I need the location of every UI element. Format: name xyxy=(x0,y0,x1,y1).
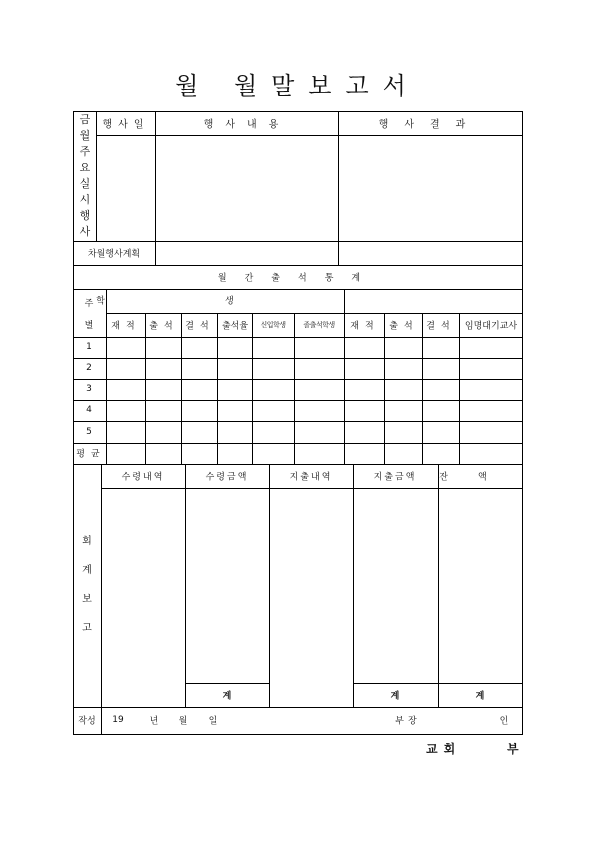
divider xyxy=(106,313,523,314)
divider xyxy=(96,135,523,136)
page-title: 월 월말보고서 xyxy=(175,72,420,100)
divider xyxy=(422,313,423,464)
week-number: 4 xyxy=(86,405,92,415)
event-date-header: 행사일 xyxy=(102,119,150,131)
church-label: 교회 xyxy=(426,742,462,756)
next-month-plan-label: 차월행사계획 xyxy=(87,249,141,260)
att-header: 신입학생 xyxy=(260,321,286,329)
divider xyxy=(344,289,345,464)
total-label: 계 xyxy=(222,691,232,702)
week-number: 1 xyxy=(86,342,92,352)
att-header: 졸출석학생 xyxy=(303,321,335,329)
att-header: 임명대기교사 xyxy=(464,321,518,332)
att-header: 재적 xyxy=(350,321,380,332)
average-label: 평균 xyxy=(76,449,106,460)
divider xyxy=(73,358,523,359)
att-header: 출석 xyxy=(149,321,179,332)
manager-label: 부장 xyxy=(395,716,421,727)
divider xyxy=(185,464,186,707)
divider xyxy=(185,683,269,684)
week-number: 2 xyxy=(86,363,92,373)
divider xyxy=(73,707,523,708)
divider xyxy=(384,313,385,464)
acc-header: 수령내역 xyxy=(121,472,165,483)
divider xyxy=(73,421,523,422)
divider xyxy=(459,313,460,464)
divider xyxy=(73,265,523,266)
divider xyxy=(269,464,270,707)
week-number: 5 xyxy=(86,427,92,437)
attendance-title: 월간출석통계 xyxy=(217,273,379,284)
divider xyxy=(73,337,523,338)
divider xyxy=(101,464,102,707)
acc-header: 수령금액 xyxy=(205,472,249,483)
year-prefix: 19 xyxy=(112,715,124,725)
divider xyxy=(73,379,523,380)
week-number: 3 xyxy=(86,384,92,394)
divider xyxy=(73,241,523,242)
year-label: 년 xyxy=(149,716,159,727)
report-form xyxy=(73,111,523,735)
divider xyxy=(217,313,218,464)
written-label: 작성 xyxy=(78,716,96,727)
divider xyxy=(101,488,523,489)
week-header: 주별 xyxy=(84,299,94,331)
divider xyxy=(294,313,295,464)
divider xyxy=(73,289,523,290)
divider xyxy=(353,683,523,684)
att-header: 결석 xyxy=(185,321,215,332)
day-label: 일 xyxy=(208,716,218,727)
divider xyxy=(96,111,97,241)
divider xyxy=(101,707,102,735)
att-header: 출석 xyxy=(389,321,419,332)
department-label: 부 xyxy=(507,742,519,756)
att-header: 재적 xyxy=(111,321,141,332)
divider xyxy=(145,313,146,464)
acc-header: 지출금액 xyxy=(373,472,417,483)
divider xyxy=(106,289,107,464)
divider xyxy=(181,313,182,464)
acc-header: 지출내역 xyxy=(289,472,333,483)
divider xyxy=(73,464,523,465)
divider xyxy=(353,464,354,707)
monthly-events-label: 금월주요실시행사 xyxy=(79,113,91,238)
divider xyxy=(438,464,439,707)
total-label: 계 xyxy=(390,691,400,702)
month-label: 월 xyxy=(178,716,188,727)
acc-header: 잔액 xyxy=(439,472,517,483)
att-header: 출석율 xyxy=(221,321,249,332)
divider xyxy=(73,400,523,401)
divider xyxy=(252,313,253,464)
seal-label: 인 xyxy=(499,716,509,727)
event-result-header: 행사결과 xyxy=(378,119,482,131)
accounting-label: 회계보고 xyxy=(82,536,92,634)
event-content-header: 행사내용 xyxy=(203,119,291,131)
divider xyxy=(73,443,523,444)
student-group-header: 학생 xyxy=(96,296,354,307)
att-header: 결석 xyxy=(426,321,456,332)
total-label: 계 xyxy=(475,691,485,702)
